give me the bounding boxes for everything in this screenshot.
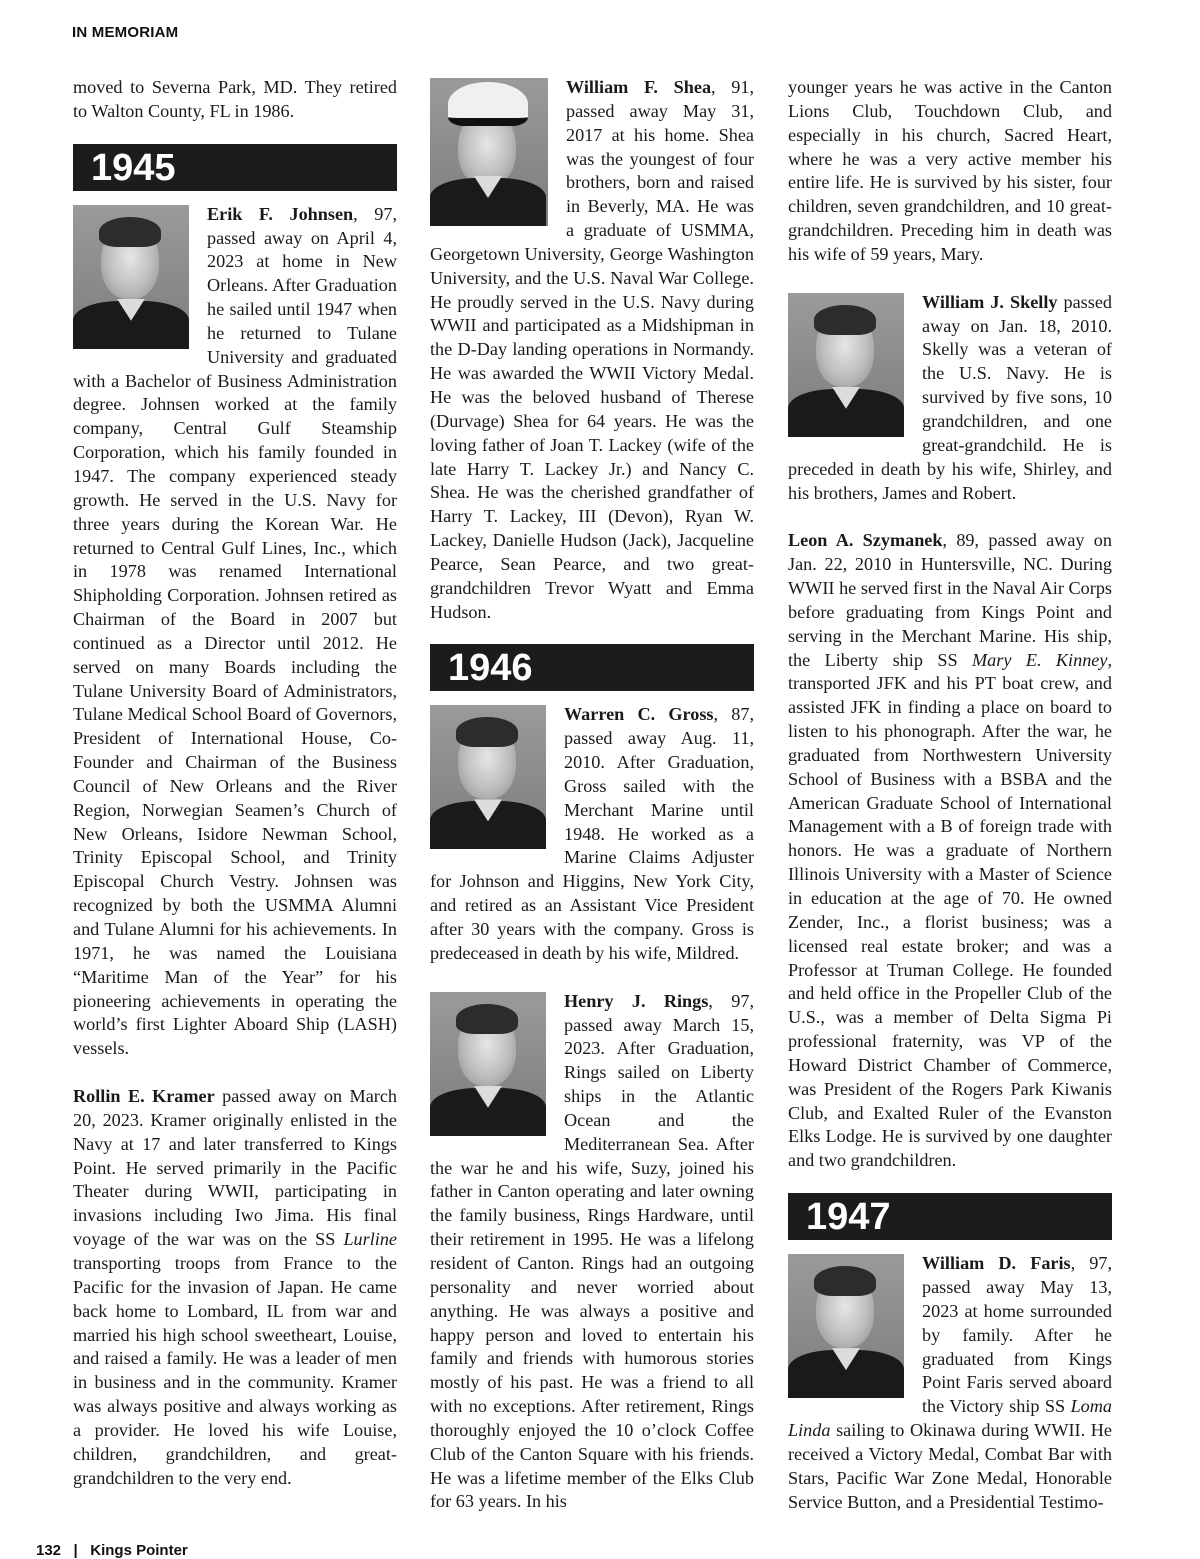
- obituary-name: Erik F. Johnsen: [207, 203, 354, 224]
- obituary-johnsen: Erik F. Johnsen, 97, passed away on April 4, 2023 at home in New Orleans. After Graduation he sailed until 1947 when he returned to Tulane University and graduated with a Bachelor of Business Administration degree. Johnsen worked at the family company, Central Gulf Steamship Corporation, which his family founded in 1947. The company experienced steady growth. He served in the U.S. Navy for three years during the Korean War. He returned to Central Gulf Lines, Inc., which in 1978 was renamed International Shipholding Corporation. Johnsen retired as Chairman of the Board in 2007 but continued as a Director until 2012. He served on many Boards including the Tulane University Board of Administrators, Tulane Medical School Board of Governors, President of International House, Co-Founder and Chairman of the Business Council of New Orleans and the River Region, Norwegian Seamen’s Church of New Orleans, Isidore Newman School, Trinity Episcopal School, and Trinity Episcopal Church Vestry. Johnsen was recognized by both the USMMA Alumni and Tulane Alumni for his achievements. In 1971, he was named the Louisiana “Maritime Man of the Year” for his pioneering achievements in operating the world’s first Lighter Aboard Ship (LASH) vessels.: [73, 203, 397, 1059]
- ship-name: Lurline: [343, 1229, 397, 1250]
- portrait-photo-johnsen: [73, 205, 189, 349]
- obituary-kramer: Rollin E. Kramer passed away on March 20, 2023. Kramer originally enlisted in the Navy at 17 and later transferred to Kings Point. He served primarily in the Pacific Theater during WWII, participating in invasions including Iwo Jima. His final voyage of the war was on the SS Lurline transporting troops from France to the Pacific for the invasion of Japan. He came back home to Lombard, IL from war and married his high school sweetheart, Louise, and raised a family. He was a leader of men in business and in the community. Kramer was always positive and always working as a provider. He loved his wife Louise, children, grandchildren, and great-grandchildren to the very end.: [73, 1086, 397, 1488]
- obituary-name: Henry J. Rings: [564, 990, 709, 1011]
- year-heading-1946: 1946: [430, 644, 754, 691]
- portrait-photo-rings: [430, 992, 546, 1136]
- obituary-name: William D. Faris: [922, 1253, 1071, 1274]
- obituary-name: Warren C. Gross: [564, 704, 714, 725]
- obituary-name: Rollin E. Kramer: [73, 1086, 215, 1107]
- page-footer: [36, 1542, 188, 1559]
- obituary-skelly: William J. Skelly passed away on Jan. 18, 2010. Skelly was a veteran of the U.S. Navy. He is survived by five sons, 10 grandchildren, and one great-grandchild. He is preceded in death by his wife, Shirley, and his brothers, James and Robert.: [788, 291, 1112, 503]
- year-heading-1947: 1947: [788, 1193, 1112, 1240]
- section-label: IN MEMORIAM: [72, 24, 179, 41]
- obituary-name: William J. Skelly: [922, 291, 1058, 312]
- portrait-photo-faris: [788, 1254, 904, 1398]
- page-number: 132: [36, 1542, 62, 1559]
- obituary-shea: William F. Shea, 91, passed away May 31, 2017 at his home. Shea was the youngest of four brothers, born and raised in Beverly, MA. He was a graduate of USMMA, Georgetown University, George Washington University, and the U.S. Naval War College. He proudly served in the U.S. Navy during WWII and participated as a Midshipman in the D-Day landing operations in Normandy. He was awarded the WWII Victory Medal. He was the beloved husband of Therese (Durvage) Shea for 64 years. He was the loving father of Joan T. Lackey (wife of the late Harry T. Lackey Jr.) and Nancy C. Shea. He was the cherished grandfather of Harry T. Lackey, III (Devon), Ryan W. Lackey, Danielle Hudson (Jack), Jacqueline Pearce, Sean Pearce, and two great-grandchildren Trevor Wyatt and Emma Hudson.: [430, 77, 754, 622]
- obituary-name: William F. Shea: [566, 77, 712, 97]
- column-2: [430, 76, 754, 1514]
- portrait-photo-gross: [430, 705, 546, 849]
- portrait-photo-skelly: [788, 293, 904, 437]
- portrait-photo-shea: [430, 78, 548, 226]
- obituary-rings-continued: younger years he was active in the Canton Lions Club, Touchdown Club, and especially in his church, Sacred Heart, where he was a very active member his entire life. He is survived by his sister, four children, seven grandchildren, and 10 great-grandchildren. Preceding him in death was his wife of 59 years, Mary.: [788, 77, 1112, 264]
- footer-separator: |: [73, 1542, 78, 1559]
- publication-name: Kings Pointer: [90, 1542, 188, 1559]
- obituary-gross: Warren C. Gross, 87, passed away Aug. 11, 2010. After Graduation, Gross sailed with the Merchant Marine until 1948. He worked as a Marine Claims Adjuster for Johnson and Higgins, New York City, and retired as an Assistant Vice President after 30 years with the company. Gross is predeceased in death by his wife, Mildred.: [430, 704, 754, 963]
- column-1: [73, 76, 397, 1490]
- year-heading-1945: 1945: [73, 144, 397, 191]
- obituary-szymanek: Leon A. Szymanek, 89, passed away on Jan. 22, 2010 in Huntersville, NC. During WWII he served first in the Naval Air Corps before graduating from Kings Point and serving in the Merchant Marine. His ship, the Liberty ship SS Mary E. Kinney, transported JFK and his PT boat crew, and assisted JFK in finding a place on board to listen to his phonograph. After the war, he graduated from Northwestern University School of Business with a BSBA and the American Graduate School of International Management with a B of foreign trade with honors. He was a graduate of Northern Illinois University with a Master of Science in education at the age of 70. He owned Zender, Inc., a florist business; was a licensed real estate broker; and was a Professor at Truman College. He founded and held office in the Propeller Club of the U.S., was a member of Delta Sigma Pi professional fraternity, was VP of the Howard District Chamber of Commerce, was President of the Rogers Park Kiwanis Club, and Exalted Ruler of the Evanston Elks Lodge. He is survived by one daughter and two grandchildren.: [788, 530, 1112, 1171]
- ship-name: Loma Linda: [788, 1396, 1112, 1441]
- obituary-name: Leon A. Szymanek: [788, 530, 943, 551]
- intro-paragraph: moved to Severna Park, MD. They retired to Walton County, FL in 1986.: [73, 77, 397, 121]
- column-3: [788, 76, 1112, 1514]
- ship-name: Mary E. Kinney: [972, 649, 1108, 670]
- obituary-rings: Henry J. Rings, 97, passed away March 15, 2023. After Graduation, Rings sailed on Liberty ships in the Atlantic Ocean and the Mediterranean Sea. After the war he and his wife, Suzy, joined his father in Canton operating and later owning the family business, Rings Hardware, until their retirement in 1995. He was a lifelong resident of Canton. Rings had an outgoing personality and never worried about anything. He was always a positive and happy person and loved to entertain his family and friends with humorous stories mostly of his past. He was a friend to all with no exceptions. After retirement, Rings thoroughly enjoyed the 10 o’clock Coffee Club of the Canton Square with his friends. He was a lifetime member of the Elks Club for 63 years. In his: [430, 990, 755, 1512]
- obituary-faris: William D. Faris, 97, passed away May 13, 2023 at home surrounded by family. After he graduated from Kings Point Faris served aboard the Victory ship SS Loma Linda sailing to Okinawa during WWII. He received a Victory Medal, Combat Bar with Stars, Pacific War Zone Medal, Honorable Service Button, and a Presidential Testimo-: [788, 1253, 1113, 1512]
